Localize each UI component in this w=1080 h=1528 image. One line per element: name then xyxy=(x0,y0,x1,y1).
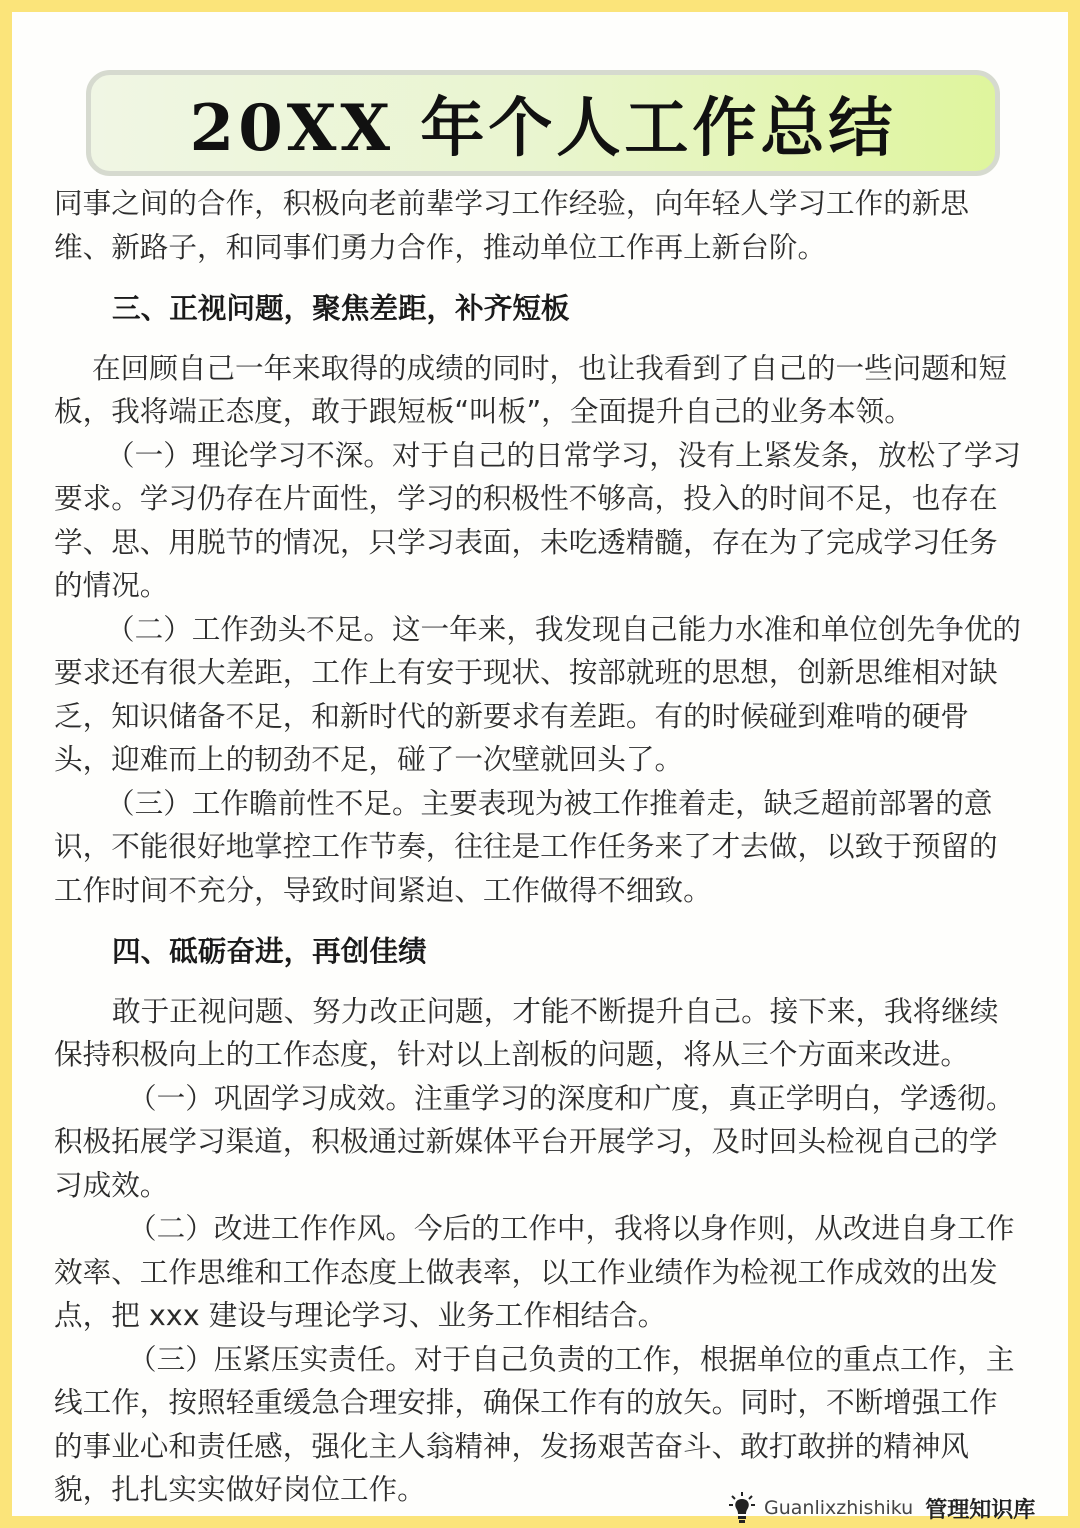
paragraph-4-3 xyxy=(54,1338,1026,1512)
paragraph-body: 主要表现为被工作推着走，缺乏超前部署的意识，不能很好地掌控工作节奏，往往是工作任务来了才去做，以致于预留的工作时间不充分，导致时间紧迫、工作做得不细致。 xyxy=(54,785,998,907)
brand-name-cn: 管理知识库 xyxy=(925,1496,1036,1523)
paragraph-lead: （二）改进工作作风。 xyxy=(128,1211,414,1245)
paragraph-lead: （二）工作劲头不足。 xyxy=(106,611,392,646)
section-heading-4: 四、砥砺奋进，再创佳绩 xyxy=(112,934,427,968)
paragraph-4-1 xyxy=(54,1077,1026,1208)
paragraph-lead: （三）压紧压实责任。 xyxy=(128,1341,414,1376)
paragraph-intro-3: 在回顾自己一年来取得的成绩的同时，也让我看到了自己的一些问题和短板，我将端正态度，敢于跟短板“叫板”，全面提升自己的业务本领。 xyxy=(54,350,1008,428)
paragraph-body: 对于自己的日常学习，没有上紧发条，放松了学习要求。学习仍存在片面性，学习的积极性不够高，投入的时间不足，也存在学、思、用脱节的情况，只学习表面，未吃透精髓，存在为了完成学习任务的情况。 xyxy=(54,437,1022,602)
page-title: 20XX 年个人工作总结 xyxy=(189,91,897,166)
lightbulb-icon xyxy=(728,1491,756,1525)
document-body xyxy=(54,182,1026,1512)
paragraph-body: 今后的工作中，我将以身作则，从改进自身工作效率、工作思维和工作态度上做表率，以工作业绩作为检视工作成效的出发点，把 xxx 建设与理论学习、业务工作相结合。 xyxy=(54,1211,1015,1332)
paragraph-body: 对于自己负责的工作，根据单位的重点工作，主线工作，按照轻重缓急合理安排，确保工作有的放矢。同时，不断增强工作的事业心和责任感，强化主人翁精神，发扬艰苦奋斗、敢打敢拼的精神风貌，扎扎实实做好岗位工作。 xyxy=(54,1341,1015,1506)
paragraph-4-2 xyxy=(54,1207,1026,1338)
section-heading-3: 三、正视问题，聚焦差距，补齐短板 xyxy=(112,291,570,325)
paragraph-body: 这一年来，我发现自己能力水准和单位创先争优的要求还有很大差距，工作上有安于现状、按部就班的思想，创新思维相对缺乏，知识储备不足，和新时代的新要求有差距。有的时候碰到难啃的硬骨头，迎难而上的韧劲不足，碰了一次壁就回头了。 xyxy=(54,611,1022,776)
document-page xyxy=(12,12,1068,1523)
title-banner xyxy=(86,70,1000,176)
paragraph-lead: （一）理论学习不深。 xyxy=(106,437,392,472)
paragraph-3-3 xyxy=(54,782,1026,913)
paragraph-3-1 xyxy=(54,434,1026,608)
paragraph-3-2 xyxy=(54,608,1026,782)
paragraph-lead: （一）巩固学习成效。 xyxy=(128,1080,414,1115)
paragraph-body: 注重学习的深度和广度，真正学明白，学透彻。积极拓展学习渠道，积极通过新媒体平台开展学习，及时回头检视自己的学习成效。 xyxy=(54,1080,1015,1202)
paragraph-continuation: 同事之间的合作，积极向老前辈学习工作经验，向年轻人学习工作的新思维、新路子，和同事们勇力合作，推动单位工作再上新台阶。 xyxy=(54,186,970,264)
paragraph-intro-4: 敢于正视问题、努力改正问题，才能不断提升自己。接下来，我将继续保持积极向上的工作态度，针对以上剖板的问题，将从三个方面来改进。 xyxy=(54,993,999,1071)
brand-name-en: Guanlixzhishiku xyxy=(764,1497,914,1519)
footer-brand xyxy=(728,1490,1035,1526)
paragraph-lead: （三）工作瞻前性不足。 xyxy=(106,785,421,820)
